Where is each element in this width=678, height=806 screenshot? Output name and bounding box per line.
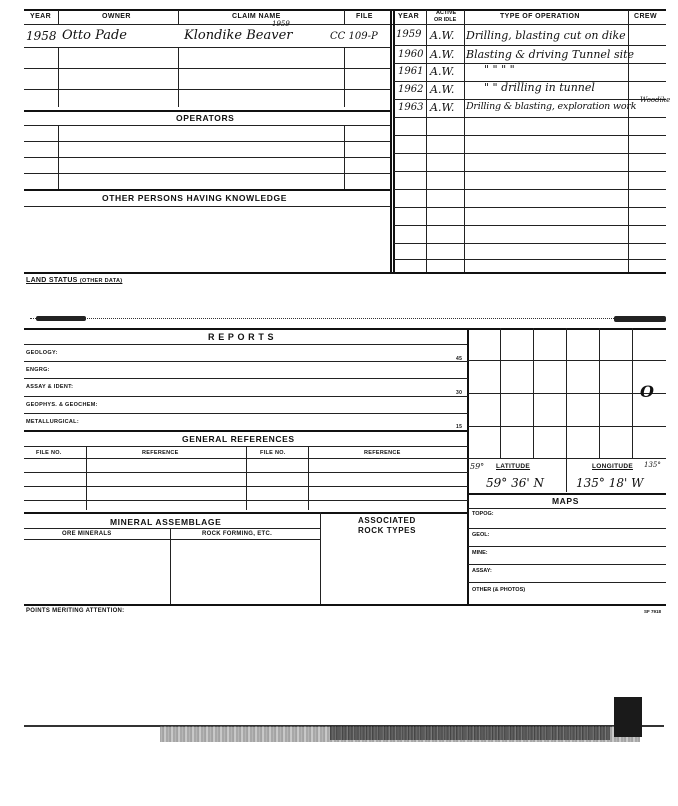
report-line-1: [24, 361, 468, 362]
operators-top: [24, 110, 390, 112]
latlong-divider: [566, 458, 567, 492]
latitude-label: LATITUDE: [496, 463, 531, 470]
assoc-rock-1: ASSOCIATED: [358, 516, 416, 525]
claim-year: 1958: [26, 29, 57, 43]
left-col-line-a: [58, 47, 59, 107]
ref-file-no-1: FILE NO.: [36, 450, 62, 456]
top-border: [24, 9, 666, 11]
grid-h3: [468, 426, 666, 427]
header-file: FILE: [356, 13, 373, 20]
op-row-line-4: [394, 99, 666, 100]
rock-forming: ROCK FORMING, ETC.: [202, 531, 273, 537]
claim-owner: Otto Pade: [62, 28, 127, 43]
header-owner: OWNER: [102, 13, 131, 20]
latitude-value: 59° 36' N: [486, 476, 544, 490]
report-assay-num: 30: [456, 390, 463, 396]
points-meriting: POINTS MERITING ATTENTION:: [26, 608, 125, 614]
grid-h2: [468, 393, 666, 394]
claim-superscript: 1959: [272, 20, 290, 28]
other-persons-title: OTHER PERSONS HAVING KNOWLEDGE: [102, 193, 288, 203]
ore-minerals: ORE MINERALS: [62, 531, 112, 537]
separator-blot-right: [614, 316, 666, 322]
scan-blot: [614, 697, 642, 737]
op-row-line-13: [394, 259, 666, 260]
maps-other: OTHER (& PHOTOS): [472, 587, 526, 593]
maps-topog: TOPOG:: [472, 511, 494, 517]
mineral-title: MINERAL ASSEMBLAGE: [110, 517, 222, 527]
report-assay: ASSAY & IDENT:: [26, 384, 74, 390]
report-line-3: [24, 396, 468, 397]
reports-right-border: [467, 328, 469, 604]
op-row-line-9: [394, 189, 666, 190]
row-line-3: [24, 89, 390, 90]
op-year-4: 1962: [398, 84, 424, 95]
maps-line-2: [468, 546, 666, 547]
grid-h1: [468, 360, 666, 361]
land-status-top: [24, 272, 666, 274]
other-persons-under: [24, 206, 390, 207]
mineral-col-1: [170, 528, 171, 604]
op-row-line-10: [394, 207, 666, 208]
reports-title: R E P O R T S: [208, 332, 275, 342]
ref-col-2: [246, 446, 247, 510]
reports-under: [24, 344, 468, 345]
report-metallurgical-num: 15: [456, 424, 463, 430]
longitude-value: 135° 18' W: [576, 476, 644, 490]
gen-ref-title: GENERAL REFERENCES: [182, 434, 295, 444]
col-divider-owner: [178, 10, 179, 24]
header-underline: [24, 24, 666, 25]
lat-prefix: 59°: [470, 462, 485, 471]
op-row-line-1: [394, 45, 666, 46]
op-year-2: 1960: [398, 49, 424, 60]
operators-col: [58, 125, 59, 189]
operators-under: [24, 125, 390, 126]
op-year-5: 1963: [398, 102, 424, 113]
longitude-label: LONGITUDE: [592, 463, 633, 470]
maps-mine: MINE:: [472, 550, 488, 556]
op-type-2: Blasting & driving Tunnel site: [466, 48, 635, 61]
longitude-note: 135°: [644, 461, 661, 469]
op-line-c: [24, 173, 390, 174]
op-row-line-2: [394, 63, 666, 64]
other-persons-top: [24, 189, 390, 191]
report-geology-num: 45: [456, 356, 463, 362]
op-row-line-6: [394, 135, 666, 136]
operators-title: OPERATORS: [176, 113, 235, 123]
op-line-b: [24, 157, 390, 158]
header-claim-name: CLAIM NAME: [232, 13, 281, 20]
col-divider-main: [390, 10, 392, 272]
scan-noise-dark: [330, 726, 610, 740]
header-year-2: YEAR: [398, 13, 420, 20]
mineral-under-2: [24, 539, 320, 540]
op-row-line-7: [394, 153, 666, 154]
grid-h4: [468, 458, 666, 459]
maps-title: MAPS: [552, 496, 579, 506]
col-divider-year2: [426, 10, 427, 272]
separator-blot-left: [36, 316, 86, 321]
gen-ref-top: [24, 430, 468, 432]
op-type-5: Drilling & blasting, exploration work: [466, 101, 637, 112]
maps-assay: ASSAY:: [472, 568, 492, 574]
maps-line-1: [468, 528, 666, 529]
form-number: SF 7918: [644, 609, 662, 614]
land-status-label: [26, 277, 122, 284]
mineral-top: [24, 512, 468, 514]
report-metallurgical: METALLURGICAL:: [26, 419, 79, 425]
op-type-1: Drilling, blasting cut on dike: [466, 29, 626, 42]
header-year: YEAR: [30, 13, 52, 20]
op-status-2: A.W.: [430, 48, 455, 61]
report-engrg: ENGRG:: [26, 367, 50, 373]
ref-reference-1: REFERENCE: [142, 450, 179, 456]
op-row-line-11: [394, 225, 666, 226]
op-year-3: 1961: [398, 66, 424, 77]
reports-top: [24, 328, 666, 330]
mineral-col-2: [320, 512, 321, 604]
row-line-2: [24, 68, 390, 69]
ref-reference-2: REFERENCE: [364, 450, 401, 456]
op-status-4: A.W.: [430, 83, 455, 96]
col-divider-year: [58, 10, 59, 24]
header-type-of-operation: TYPE OF OPERATION: [500, 13, 580, 20]
op-row-line-5: [394, 117, 666, 118]
maps-line-4: [468, 582, 666, 583]
mineral-under: [24, 528, 320, 529]
report-line-4: [24, 413, 468, 414]
separator-scan: [30, 318, 666, 323]
op-type-3: " " " ": [484, 63, 515, 76]
op-note-5: Woodike: [640, 96, 671, 104]
claim-name: Klondike Beaver: [184, 28, 293, 43]
header-active: ACTIVE: [436, 10, 457, 16]
report-geophys: GEOPHYS. & GEOCHEM:: [26, 402, 98, 408]
op-row-line-12: [394, 243, 666, 244]
op-line-a: [24, 141, 390, 142]
report-line-2: [24, 378, 468, 379]
op-status-1: A.W.: [430, 29, 455, 42]
grid-mark: O: [640, 382, 654, 401]
bottom-border: [24, 604, 666, 606]
col-divider-main-b: [393, 10, 395, 272]
col-divider-active: [464, 10, 465, 272]
report-geology: GEOLOGY:: [26, 350, 58, 356]
ref-col-3: [308, 446, 309, 510]
op-type-4: " " drilling in tunnel: [484, 81, 595, 94]
op-status-3: A.W.: [430, 65, 455, 78]
left-col-line-c: [344, 47, 345, 107]
col-divider-claim: [344, 10, 345, 24]
operators-col-r: [344, 125, 345, 189]
row-line-1: [24, 47, 390, 48]
claim-file: CC 109-P: [330, 31, 378, 42]
maps-line-3: [468, 564, 666, 565]
op-status-5: A.W.: [430, 101, 455, 114]
land-status-title: LAND STATUS: [26, 277, 78, 284]
maps-geol: GEOL:: [472, 532, 490, 538]
maps-under: [468, 508, 666, 509]
op-row-line-8: [394, 171, 666, 172]
land-status-sub: (OTHER DATA): [79, 278, 123, 284]
ref-file-no-2: FILE NO.: [260, 450, 286, 456]
assoc-rock-2: ROCK TYPES: [358, 526, 417, 535]
maps-top: [468, 493, 666, 495]
ref-col-1: [86, 446, 87, 510]
header-crew: CREW: [634, 13, 657, 20]
header-or-idle: OR IDLE: [434, 17, 457, 23]
left-col-line-b: [178, 47, 179, 107]
op-year-1: 1959: [396, 29, 422, 40]
